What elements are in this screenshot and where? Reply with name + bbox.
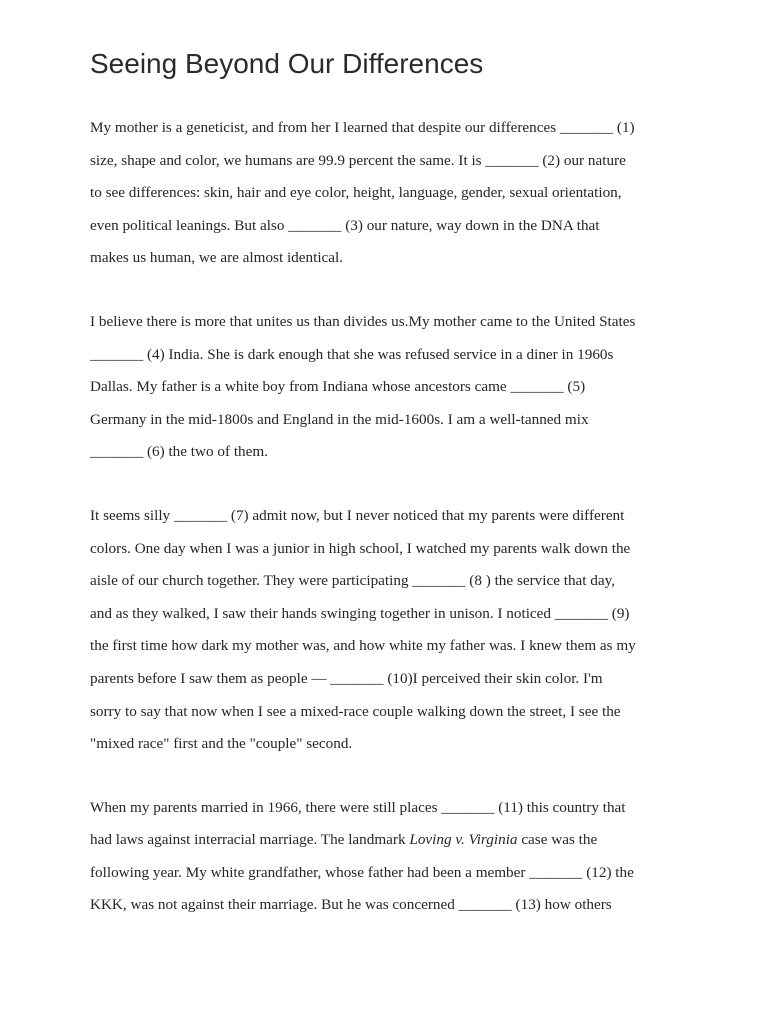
text-line: sorry to say that now when I see a mixed-race couple walking down the street, I see the — [90, 702, 621, 720]
document-title: Seeing Beyond Our Differences — [90, 48, 484, 79]
text-line: KKK, was not against their marriage. But he was concerned _______ (13) how others — [90, 896, 612, 914]
text-segment: case was the — [517, 831, 598, 849]
text-line: following year. My white grandfather, whose father had been a member _______ (12) the — [90, 863, 634, 881]
document-body — [90, 112, 690, 953]
text-line: Dallas. My father is a white boy from Indiana whose ancestors came _______ (5) — [90, 378, 586, 396]
case-name-italic: Loving v. Virginia — [409, 831, 518, 849]
text-line: aisle of our church together. They were participating _______ (8 ) the service that day, — [90, 572, 616, 590]
paragraph-1 — [90, 112, 690, 275]
text-line: even political leanings. But also _______ (3) our nature, way down in the DNA that — [90, 216, 600, 234]
text-line: When my parents married in 1966, there were still places _______ (11) this country that — [90, 798, 626, 816]
text-line: _______ (4) India. She is dark enough that she was refused service in a diner in 1960s — [90, 345, 614, 363]
text-line: My mother is a geneticist, and from her I learned that despite our differences _______ (1) — [90, 119, 635, 136]
text-line: makes us human, we are almost identical. — [90, 249, 344, 267]
paragraph-2 — [90, 306, 690, 469]
text-line: colors. One day when I was a junior in high school, I watched my parents walk down the — [90, 539, 631, 557]
paragraph-4 — [90, 792, 690, 922]
text-line: to see differences: skin, hair and eye color, height, language, gender, sexual orientation, — [90, 184, 622, 202]
text-line: I believe there is more that unites us than divides us.My mother came to the United States — [90, 312, 636, 330]
text-segment: had laws against interracial marriage. The landmark — [90, 831, 410, 849]
text-line: "mixed race" first and the "couple" second. — [90, 735, 353, 753]
text-line: Germany in the mid-1800s and England in the mid-1600s. I am a well-tanned mix — [90, 410, 589, 428]
text-line: parents before I saw them as people — _______ (10)I perceived their skin color. I'm — [90, 669, 603, 687]
paragraph-3 — [90, 500, 690, 761]
text-line: _______ (6) the two of them. — [90, 443, 269, 461]
text-line: It seems silly _______ (7) admit now, but I never noticed that my parents were different — [90, 506, 625, 524]
text-line: size, shape and color, we humans are 99.9 percent the same. It is _______ (2) our nature — [90, 151, 626, 169]
text-line: and as they walked, I saw their hands swinging together in unison. I noticed _______ (9) — [90, 604, 630, 622]
text-line-with-case-name — [90, 824, 690, 857]
text-line: the first time how dark my mother was, and how white my father was. I knew them as my — [90, 637, 636, 655]
